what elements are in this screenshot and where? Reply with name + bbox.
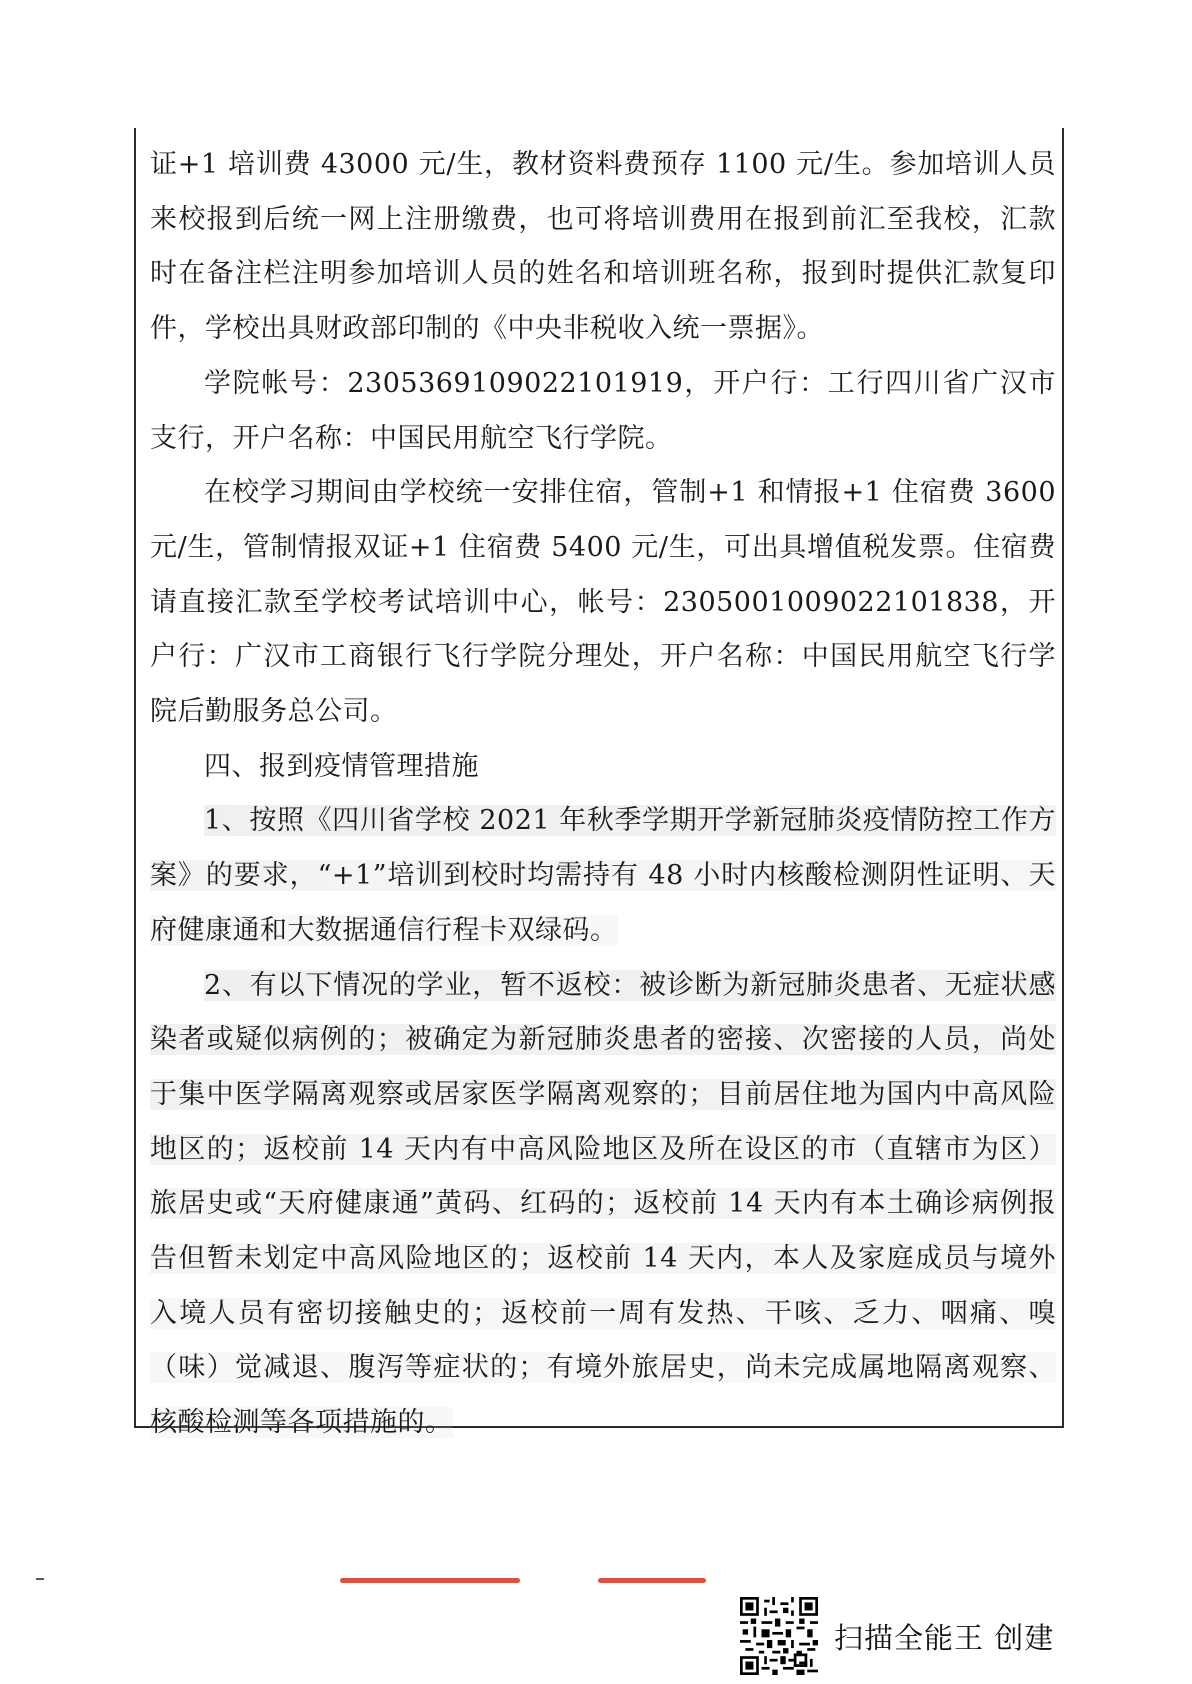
paragraph-bank-account: 学院帐号：2305369109022101919，开户行：工行四川省广汉市支行，开户名称：中国民用航空飞行学院。 [150,367,1056,454]
watermark-label: 扫描全能王 创建 [834,1620,1055,1655]
paragraph-accommodation: 在校学习期间由学校统一安排住宿，管制+1 和情报+1 住宿费 3600 元/生，管制情报双证+1 住宿费 5400 元/生，可出具增值税发票。住宿费请直接汇款至学校考试培训中心，帐号：2305001009022101838，开户行：广汉市工商银行飞行学院分理处，开户名称：中国民用航空飞行学院后勤服务总公司。 [150,477,1066,728]
scan-mark [36,1578,44,1580]
scanner-watermark [740,1592,1054,1680]
section-heading: 四、报到疫情管理措施 [204,750,479,782]
document-body [150,138,1066,1451]
paragraph-measure-1 [150,794,1056,958]
highlighted-text: 2、有以下情况的学业，暂不返校：被诊断为新冠肺炎患者、无症状感染者或疑似病例的；被确定为新冠肺炎患者的密接、次密接的人员，尚处于集中医学隔离观察或居家医学隔离观察的；目前居住地为国内中高风险地区的；返校前 14 天内有中高风险地区及所在设区的市（直辖市为区）旅居史或“天府健康通”黄码、红码的；返校前 14 天内有本土确诊病例报告但暂未划定中高风险地区的；返校前 14 天内，本人及家庭成员与境外入境人员有密切接触史的；返校前一周有发热、干咳、乏力、咽痛、嗅（味）觉减退、腹泻等症状的；有境外旅居史，尚未完成属地隔离观察、核酸检测等各项措施的。 [150,969,1056,1439]
highlighted-text: 1、按照《四川省学校 2021 年秋季学期开学新冠肺炎疫情防控工作方案》的要求，“+1”培训到校时均需持有 48 小时内核酸检测阴性证明、天府健康通和大数据通信行程卡双绿码。 [150,805,1056,946]
red-stamp-line-right [598,1578,706,1583]
qr-code-icon [740,1597,818,1675]
paragraph-fees: 证+1 培训费 43000 元/生，教材资料费预存 1100 元/生。参加培训人员来校报到后统一网上注册缴费，也可将培训费用在报到前汇至我校，汇款时在备注栏注明参加培训人员的姓名和培训班名称，报到时提供汇款复印件，学校出具财政部印制的《中央非税收入统一票据》。 [150,149,1056,345]
paragraph-measure-2 [150,959,1056,1451]
red-stamp-line-left [340,1578,520,1583]
